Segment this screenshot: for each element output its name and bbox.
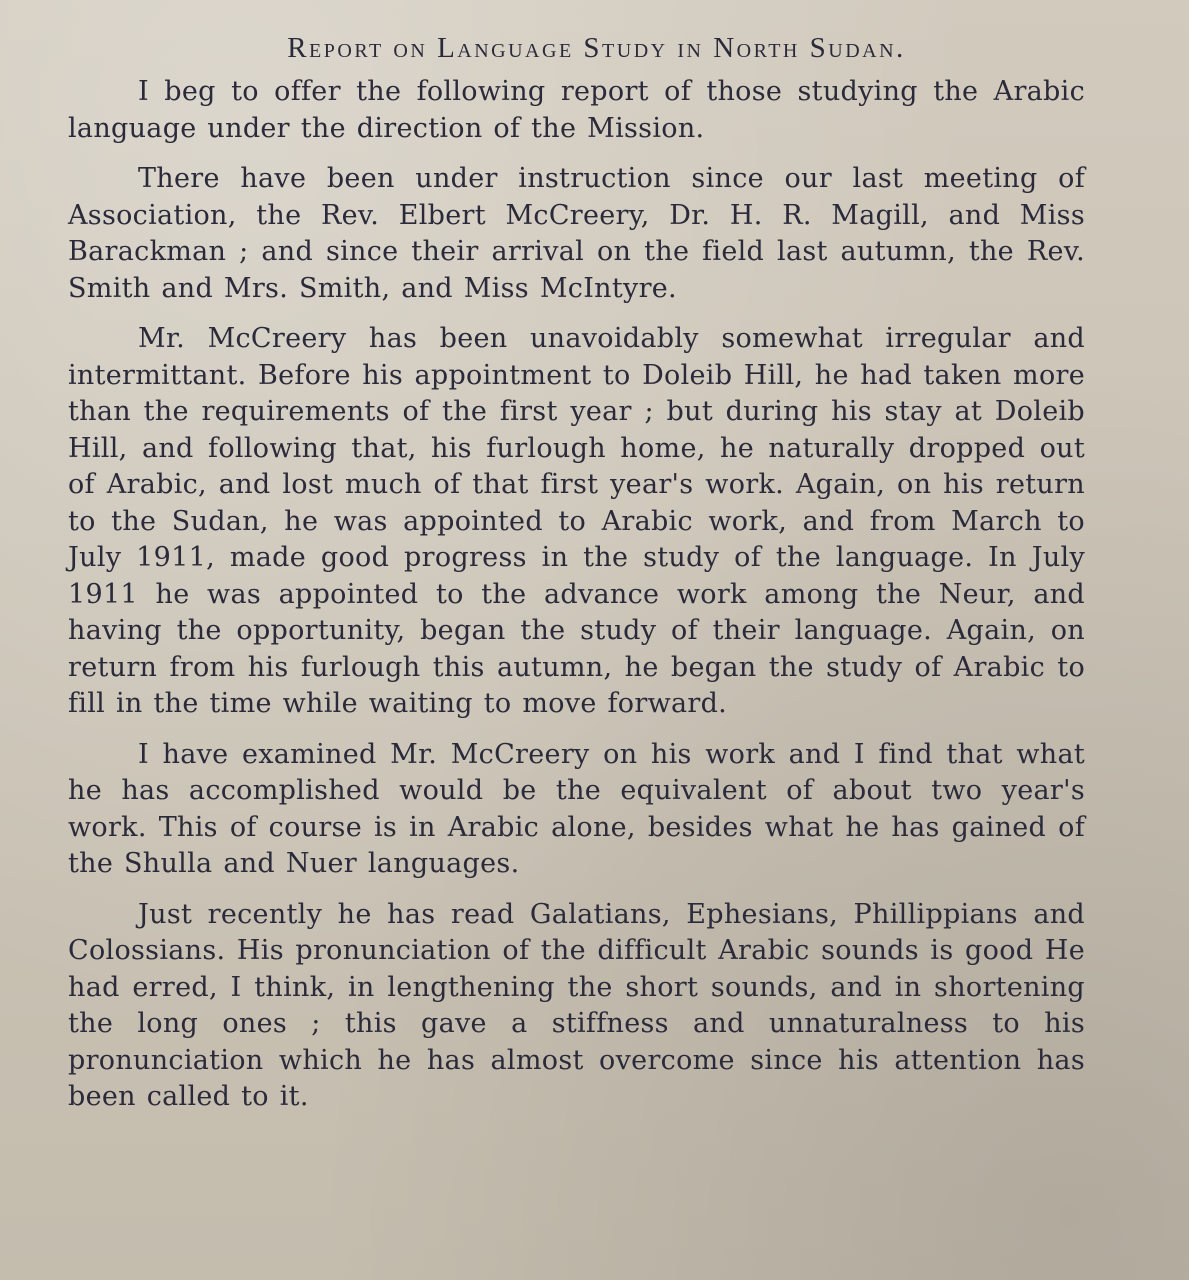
paragraph-examination: I have examined Mr. McCreery on his work and I find that what he has accomplished would be the equivalent of about two year's work. This of course is in Arabic alone, besides what he has gained of the Shulla and Nuer languages. — [68, 738, 1085, 879]
paragraph-intro: I beg to offer the following report of those studying the Arabic language under the direction of the Mission. — [68, 76, 1085, 144]
paragraph-mccreery-history: Mr. McCreery has been unavoidably somewhat irregular and intermittant. Before his appointment to Doleib Hill, he had taken more than the requirements of the first year ; but during his stay at Doleib Hill, and following that, his furlough home, he naturally dropped out of Arabic, and lost much of that first year's work. Again, on his return to the Sudan, he was appointed to Arabic work, and from March to July 1911, made good progress in the study of the language. In July 1911 he was appointed to the advance work among the Neur, and having the opportunity, began the study of their language. Again, on return from his furlough this autumn, he began the study of Arabic to fill in the time while waiting to move forward. — [68, 323, 1085, 719]
paragraph-pronunciation: Just recently he has read Galatians, Ephesians, Phillippians and Colossians. His pronunciation of the difficult Arabic sounds is good He had erred, I think, in lengthening the short sounds, and in shortening the long ones ; this gave a stiffness and unnaturalness to his pronunciation which he has almost overcome since his attention has been called to it. — [68, 898, 1085, 1112]
report-title: Report on Language Study in North Sudan. — [287, 32, 906, 64]
paragraph-students: There have been under instruction since our last meeting of Association, the Rev. Elbert McCreery, Dr. H. R. Magill, and Miss Barackman ; and since their arrival on the field last autumn, the Rev. Smith and Mrs. Smith, and Miss McIntyre. — [68, 163, 1085, 304]
